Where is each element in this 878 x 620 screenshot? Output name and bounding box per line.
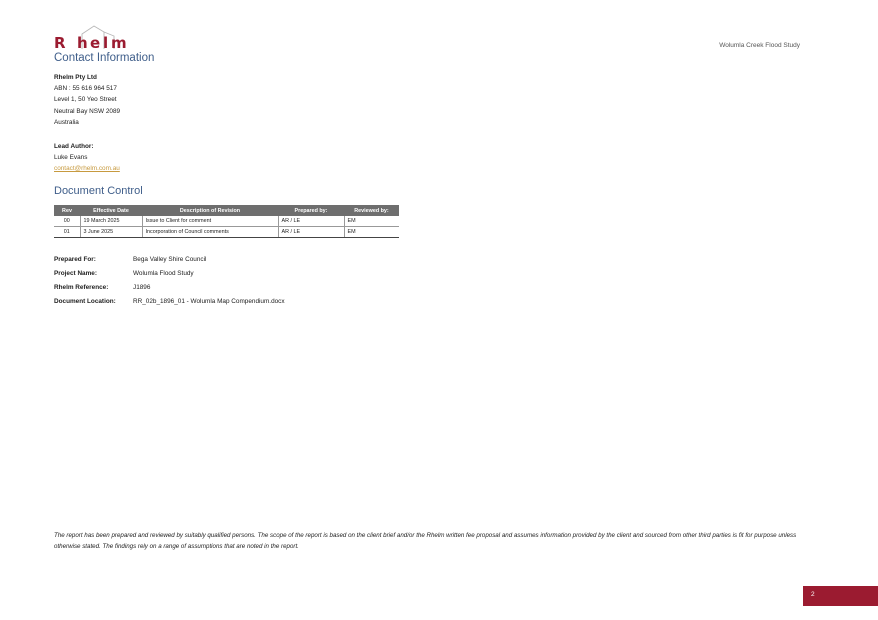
- cell-reviewed-by: EM: [344, 227, 399, 238]
- page-number: 2: [811, 591, 815, 598]
- document-metadata: [54, 256, 285, 312]
- contact-email-link[interactable]: contact@rhelm.com.au: [54, 165, 120, 173]
- meta-row-reference: [54, 284, 285, 298]
- cell-date: 3 June 2025: [80, 227, 142, 238]
- company-details: [54, 72, 120, 128]
- col-effective-date: Effective Date: [80, 205, 142, 216]
- page-number-tab: [803, 586, 878, 606]
- meta-row-prepared-for: [54, 256, 285, 270]
- cell-description: Incorporation of Council comments: [142, 227, 278, 238]
- col-rev: Rev: [54, 205, 80, 216]
- company-address-1: Level 1, 50 Yeo Street: [54, 96, 117, 104]
- cell-rev: 00: [54, 216, 80, 227]
- cell-reviewed-by: EM: [344, 216, 399, 227]
- meta-row-project-name: [54, 270, 285, 284]
- meta-value: J1896: [133, 284, 151, 291]
- company-country: Australia: [54, 118, 79, 126]
- lead-author-name: Luke Evans: [54, 154, 88, 162]
- cell-prepared-by: AR / LE: [278, 216, 344, 227]
- revision-table: [54, 205, 399, 238]
- meta-label: Rhelm Reference:: [54, 284, 109, 291]
- cell-rev: 01: [54, 227, 80, 238]
- col-prepared-by: Prepared by:: [278, 205, 344, 216]
- cell-prepared-by: AR / LE: [278, 227, 344, 238]
- company-abn: ABN : 55 616 964 517: [54, 85, 117, 93]
- running-header: Wolumla Creek Flood Study: [719, 42, 800, 49]
- rhelm-logo: R h e l m: [54, 25, 164, 53]
- table-row: [54, 227, 399, 238]
- col-description: Description of Revision: [142, 205, 278, 216]
- document-control-heading: Document Control: [54, 185, 143, 197]
- meta-value: Bega Valley Shire Council: [133, 256, 207, 263]
- lead-author-label: Lead Author:: [54, 143, 94, 150]
- table-row: [54, 216, 399, 227]
- section-title: Contact Information: [54, 52, 155, 64]
- company-address-2: Neutral Bay NSW 2089: [54, 107, 121, 115]
- meta-value: RR_02b_1896_01 - Wolumla Map Compendium.docx: [133, 298, 285, 305]
- cell-date: 19 March 2025: [80, 216, 142, 227]
- meta-row-location: [54, 298, 285, 312]
- meta-label: Project Name:: [54, 270, 97, 277]
- revision-table-header: [54, 205, 399, 216]
- lead-author: [54, 141, 120, 175]
- disclaimer-text: The report has been prepared and reviewed by suitably qualified persons. The scope of the report is based on the client brief and/or the Rhelm written fee proposal and assumes information provided by the client and sourced from other third parties is fit for purpose unless otherwise stated. The findings rely on a range of assumptions that are noted in the report.: [54, 532, 797, 550]
- meta-value: Wolumla Flood Study: [133, 270, 194, 277]
- cell-description: Issue to Client for comment: [142, 216, 278, 227]
- company-name: Rhelm Pty Ltd: [54, 74, 97, 81]
- col-reviewed-by: Reviewed by:: [344, 205, 399, 216]
- meta-label: Prepared For:: [54, 256, 96, 263]
- meta-label: Document Location:: [54, 298, 116, 305]
